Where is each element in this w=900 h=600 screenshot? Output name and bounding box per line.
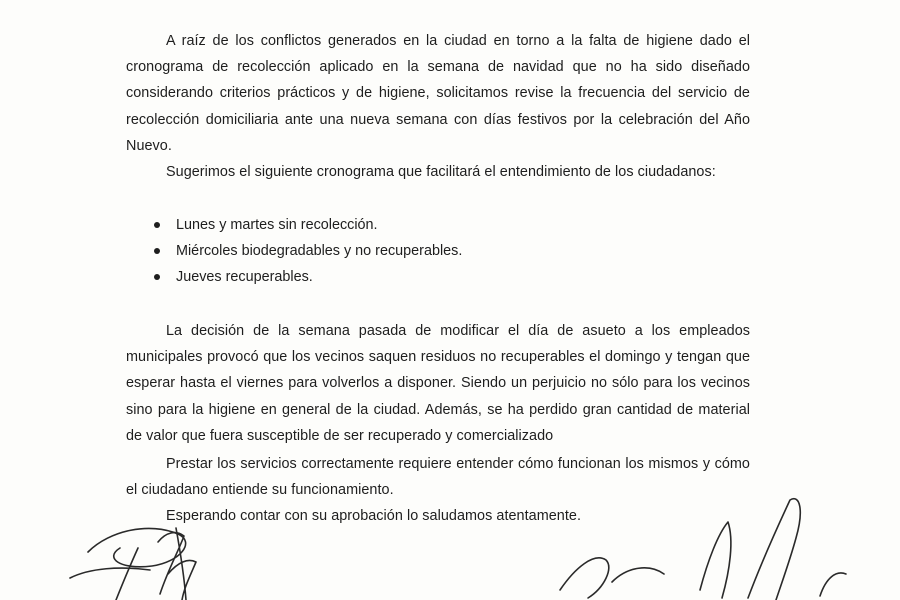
list-item-text: Lunes y martes sin recolección. xyxy=(176,217,378,233)
bullet-icon xyxy=(154,248,160,254)
list-item-text: Miércoles biodegradables y no recuperables. xyxy=(176,243,463,260)
paragraph-suggestion-intro: Sugerimos el siguiente cronograma que facilitará el entendimiento de los ciudadanos: xyxy=(166,164,716,180)
paragraph-request: A raíz de los conflictos generados en la ciudad en torno a la falta de higiene dado el cronograma de recolección aplicado en la semana de navidad que no ha sido diseñado considerando criterios prácticos y de higiene, solicitamos revise la frecuencia del servicio de recolección domiciliaria ante una nueva semana con días festivos por la celebración del Año Nuevo. xyxy=(126,33,750,154)
bullet-icon xyxy=(154,222,160,228)
right-signature-icon xyxy=(560,499,846,600)
list-item xyxy=(152,212,462,238)
list-item xyxy=(152,238,462,264)
paragraph-services: Prestar los servicios correctamente requiere entender cómo funcionan los mismos y cómo el ciudadano entiende su funcionamiento. xyxy=(126,456,750,499)
handwritten-signatures xyxy=(0,470,900,600)
schedule-list xyxy=(152,212,462,291)
list-item-text: Jueves recuperables. xyxy=(176,269,313,286)
paragraph-closing: Esperando contar con su aprobación lo saludamos atentamente. xyxy=(166,508,581,524)
list-item xyxy=(152,264,462,290)
left-signature-icon xyxy=(70,528,196,600)
paragraph-previous-decision: La decisión de la semana pasada de modificar el día de asueto a los empleados municipales provocó que los vecinos saquen residuos no recuperables el domingo y tengan que esperar hasta el viernes para volverlos a disponer. Siendo un perjuicio no sólo para los vecinos sino para la higiene en general de la ciudad. Además, se ha perdido gran cantidad de material de valor que fuera susceptible de ser recuperado y comercializado xyxy=(126,323,750,444)
bullet-icon xyxy=(154,274,160,280)
